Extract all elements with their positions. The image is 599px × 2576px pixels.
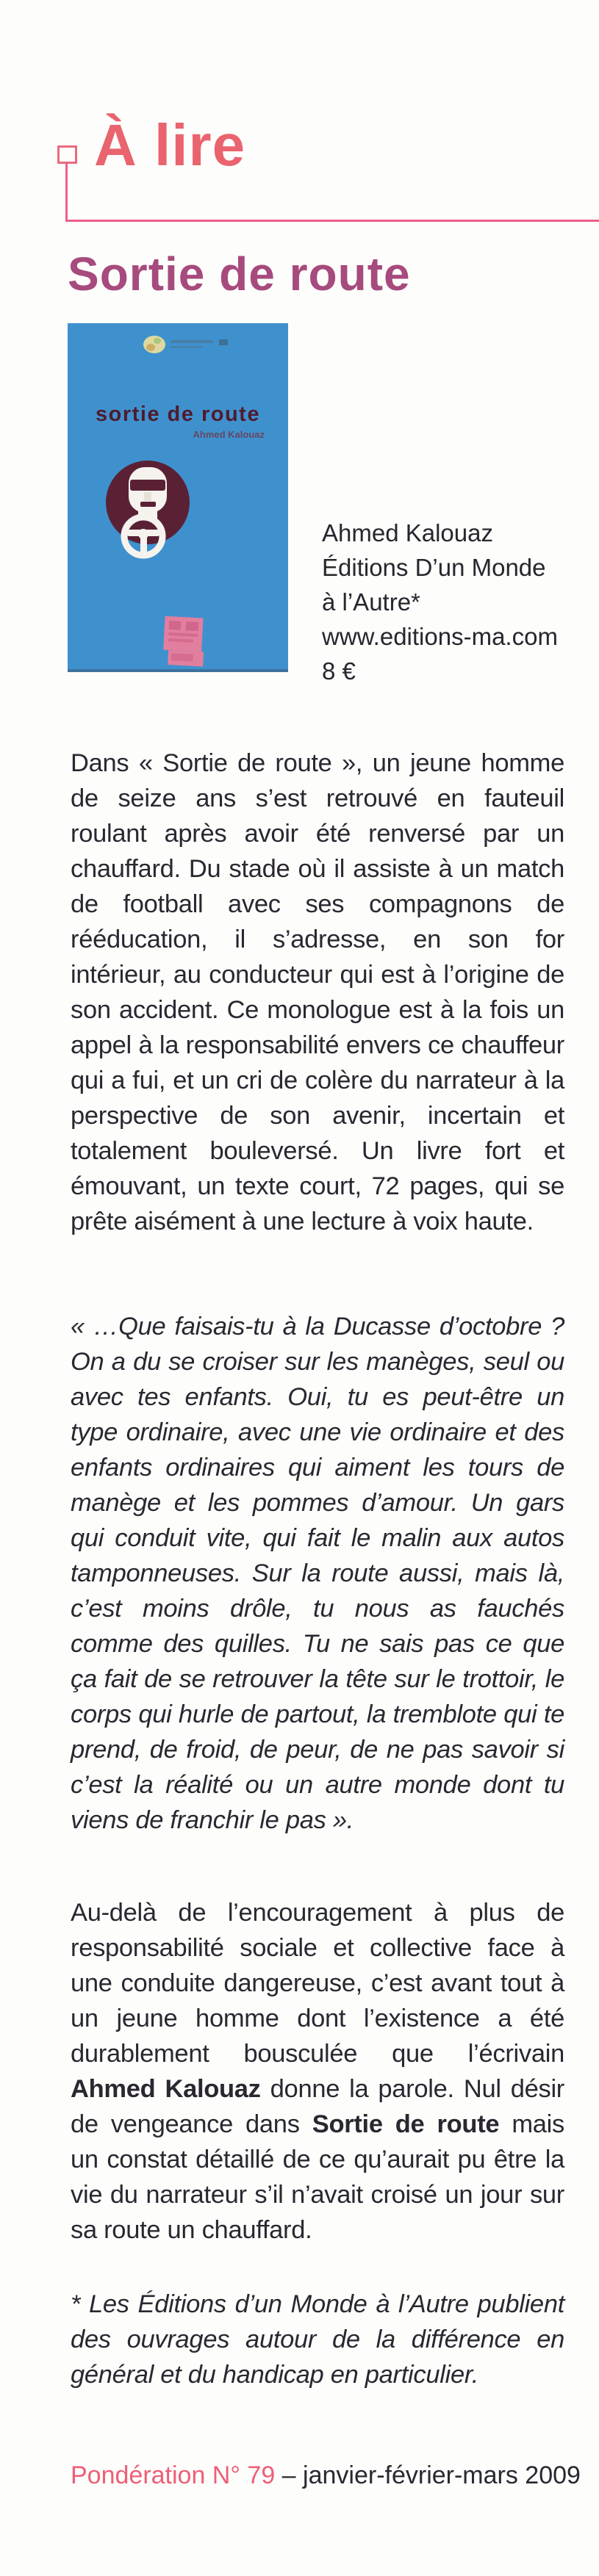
book-info [322,516,587,688]
footer-journal-name: Pondération N° 79 [71,2461,276,2489]
cover-title: sortie de route [96,403,260,426]
review-footnote: * Les Éditions d’un Monde à l’Autre publient des ouvrages autour de la différence en général et du handicap en particulier. [71,2290,564,2389]
book-publisher-line1: Éditions D’un Monde [322,554,546,581]
book-author: Ahmed Kalouaz [322,519,493,546]
book-website: www.editions-ma.com [322,623,558,650]
page-footer [71,2459,581,2492]
header-rule-vertical [65,163,68,221]
cover-author: Ahmed Kalouaz [193,429,265,440]
section-title: À lire [94,112,246,178]
footer-issue-date: – janvier-février-mars 2009 [275,2461,581,2489]
book-price: 8 € [322,657,356,685]
article-title: Sortie de route [68,248,411,300]
library-stamp [162,616,205,667]
review-paragraph-intro: Dans « Sortie de route », un jeune homme de seize ans s’est retrouvé en fauteuil roulant après avoir été renversé par un chauffard. Du stade où il assiste à un match de football avec ses compagnons de rééducation, il s’adresse, en son for intérieur, au conducteur qui est à l’origine de son accident. Ce monologue est à la fois un appel à la responsabilité envers ce chauffeur qui a fui, et un cri de colère du narrateur à la perspective de son avenir, incertain et totalement bouleversé. Un livre fort et émouvant, un texte court, 72 pages, qui se prête aisément à une lecture à voix haute. [71,748,564,1235]
header-rule-horizontal [65,220,599,222]
square-bullet-icon [57,145,77,164]
review-paragraph-conclusion: Au-delà de l’encouragement à plus de responsabilité sociale et collective face à une conduite dangereuse, c’est avant tout à un jeune homme dont l’existence a été durablement bousculée que l’écrivain Ahmed Kalouaz donne la parole. Nul désir de vengeance dans Sortie de route mais un constat détaillé de ce qu’aurait pu être la vie du narrateur s’il n’avait croisé un jour sur sa route un chauffard. [71,1898,564,2244]
book-cover-image [68,323,288,672]
review-book-quote: « …Que faisais-tu à la Ducasse d’octobre ? On a du se croiser sur les manèges, seul ou avec tes enfants. Oui, tu es peut-être un type ordinaire, avec une vie ordinaire et des enfants ordinaires qui aiment les tours de manège et les pommes d’amour. Un gars qui conduit vite, qui fait le malin aux autos tamponneuses. Sur la route aussi, mais là, c’est moins drôle, tu nous as fauchés comme des quilles. Tu ne sais pas ce que ça fait de se retrouver la tête sur le trottoir, le corps qui hurle de partout, la tremblote qui te prend, de froid, de peur, de ne pas savoir si c’est la réalité ou un autre monde dont tu viens de franchir le pas ». [71,1312,564,1834]
book-publisher-line2: à l’Autre* [322,588,420,616]
